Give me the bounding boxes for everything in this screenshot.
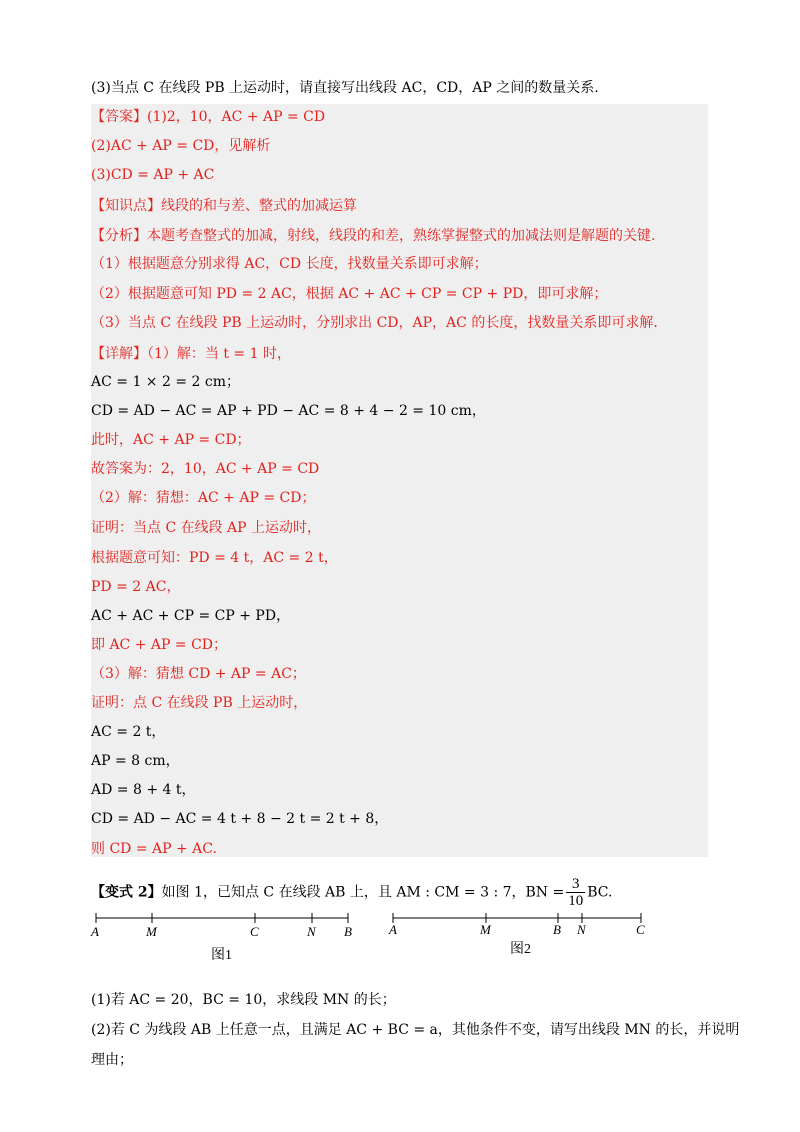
detail-answer-1: 故答案为：2，10，AC + AP = CD (91, 461, 320, 477)
detail-part-3-result: 则 CD = AP + AC. (91, 841, 217, 857)
detail-part-3-proof: 证明：点 C 在线段 PB 上运动时， (91, 695, 308, 711)
detail-part-2-step-b: AC + AC + CP = CP + PD， (91, 608, 291, 624)
analysis-step-3: （3）当点 C 在线段 PB 上运动时，分别求出 CD，AP，AC 的长度，找数量关系即可求解. (91, 315, 658, 331)
detail-line-ac: AC = 1 × 2 = 2 cm； (91, 374, 241, 390)
detail-part-3-ad: AD = 8 + 4 t， (91, 782, 196, 798)
detail-part-2-proof: 证明：当点 C 在线段 AP 上运动时， (91, 520, 322, 536)
variant-text-a: 如图 1，已知点 C 在线段 AB 上，且 AM : CM = 3 : 7，BN = (161, 884, 565, 901)
figures (0, 905, 800, 965)
question-2-line-2: 理由； (91, 1052, 133, 1068)
variant-2-statement (91, 876, 613, 909)
fig2-label-m: M (480, 922, 491, 937)
fig2-label-n: N (577, 922, 586, 937)
fraction-numerator: 3 (566, 876, 585, 893)
question-3-line: (3)当点 C 在线段 PB 上运动时，请直接写出线段 AC，CD，AP 之间的数量关系. (91, 80, 599, 96)
analysis-heading: 【分析】本题考查整式的加减，射线，线段的和差，熟练掌握整式的加减法则是解题的关键. (91, 228, 656, 244)
fig1-label-a: A (91, 924, 99, 939)
detail-heading: 【详解】（1）解：当 t = 1 时， (91, 346, 291, 362)
detail-part-2-step-a: PD = 2 AC， (91, 579, 181, 595)
fig2-label-b: B (553, 922, 561, 937)
fig1-label-b: B (344, 924, 352, 939)
fraction-denominator: 10 (568, 893, 584, 909)
fig2-label-a: A (389, 922, 397, 937)
fig1-label-c: C (250, 924, 259, 939)
analysis-step-2: （2）根据题意可知 PD = 2 AC，根据 AC + AC + CP = CP + PD，即可求解； (91, 286, 608, 302)
fig1-caption: 图1 (211, 948, 232, 963)
answer-panel (91, 104, 708, 857)
question-2-line-1: (2)若 C 为线段 AB 上任意一点，且满足 AC + BC = a，其他条件不变，请写出线段 MN 的长，并说明 (91, 1022, 740, 1038)
detail-line-cd: CD = AD − AC = AP + PD − AC = 8 + 4 − 2 = 10 cm， (91, 403, 486, 419)
fig1-label-m: M (146, 924, 157, 939)
detail-part-2-given: 根据题意可知：PD = 4 t，AC = 2 t， (91, 550, 338, 566)
variant-label: 【变式 2】 (91, 884, 162, 901)
detail-part-2-guess: （2）解：猜想：AC + AP = CD； (91, 490, 316, 506)
fig2-label-c: C (636, 922, 645, 937)
analysis-step-1: （1）根据题意分别求得 AC，CD 长度，找数量关系即可求解； (91, 256, 488, 272)
detail-part-2-result: 即 AC + AP = CD； (91, 637, 228, 653)
answer-line-1: 【答案】(1)2，10，AC + AP = CD (91, 109, 326, 125)
variant-text-b: BC. (587, 884, 613, 901)
detail-part-3-guess: （3）解：猜想 CD + AP = AC； (91, 666, 306, 682)
figure-1 (90, 913, 352, 963)
figure-2 (388, 913, 645, 957)
detail-conclusion-1: 此时，AC + AP = CD； (91, 432, 251, 448)
question-1: (1)若 AC = 20，BC = 10，求线段 MN 的长； (91, 992, 396, 1008)
answer-line-2: (2)AC + AP = CD，见解析 (91, 138, 271, 154)
detail-part-3-cd: CD = AD − AC = 4 t + 8 − 2 t = 2 t + 8， (91, 811, 389, 827)
detail-part-3-ac: AC = 2 t， (91, 724, 166, 740)
answer-line-3: (3)CD = AP + AC (91, 167, 215, 183)
fig1-label-n: N (307, 924, 316, 939)
knowledge-point: 【知识点】线段的和与差、整式的加减运算 (91, 198, 357, 214)
fig2-caption: 图2 (510, 942, 531, 957)
detail-part-3-ap: AP = 8 cm， (91, 753, 180, 769)
